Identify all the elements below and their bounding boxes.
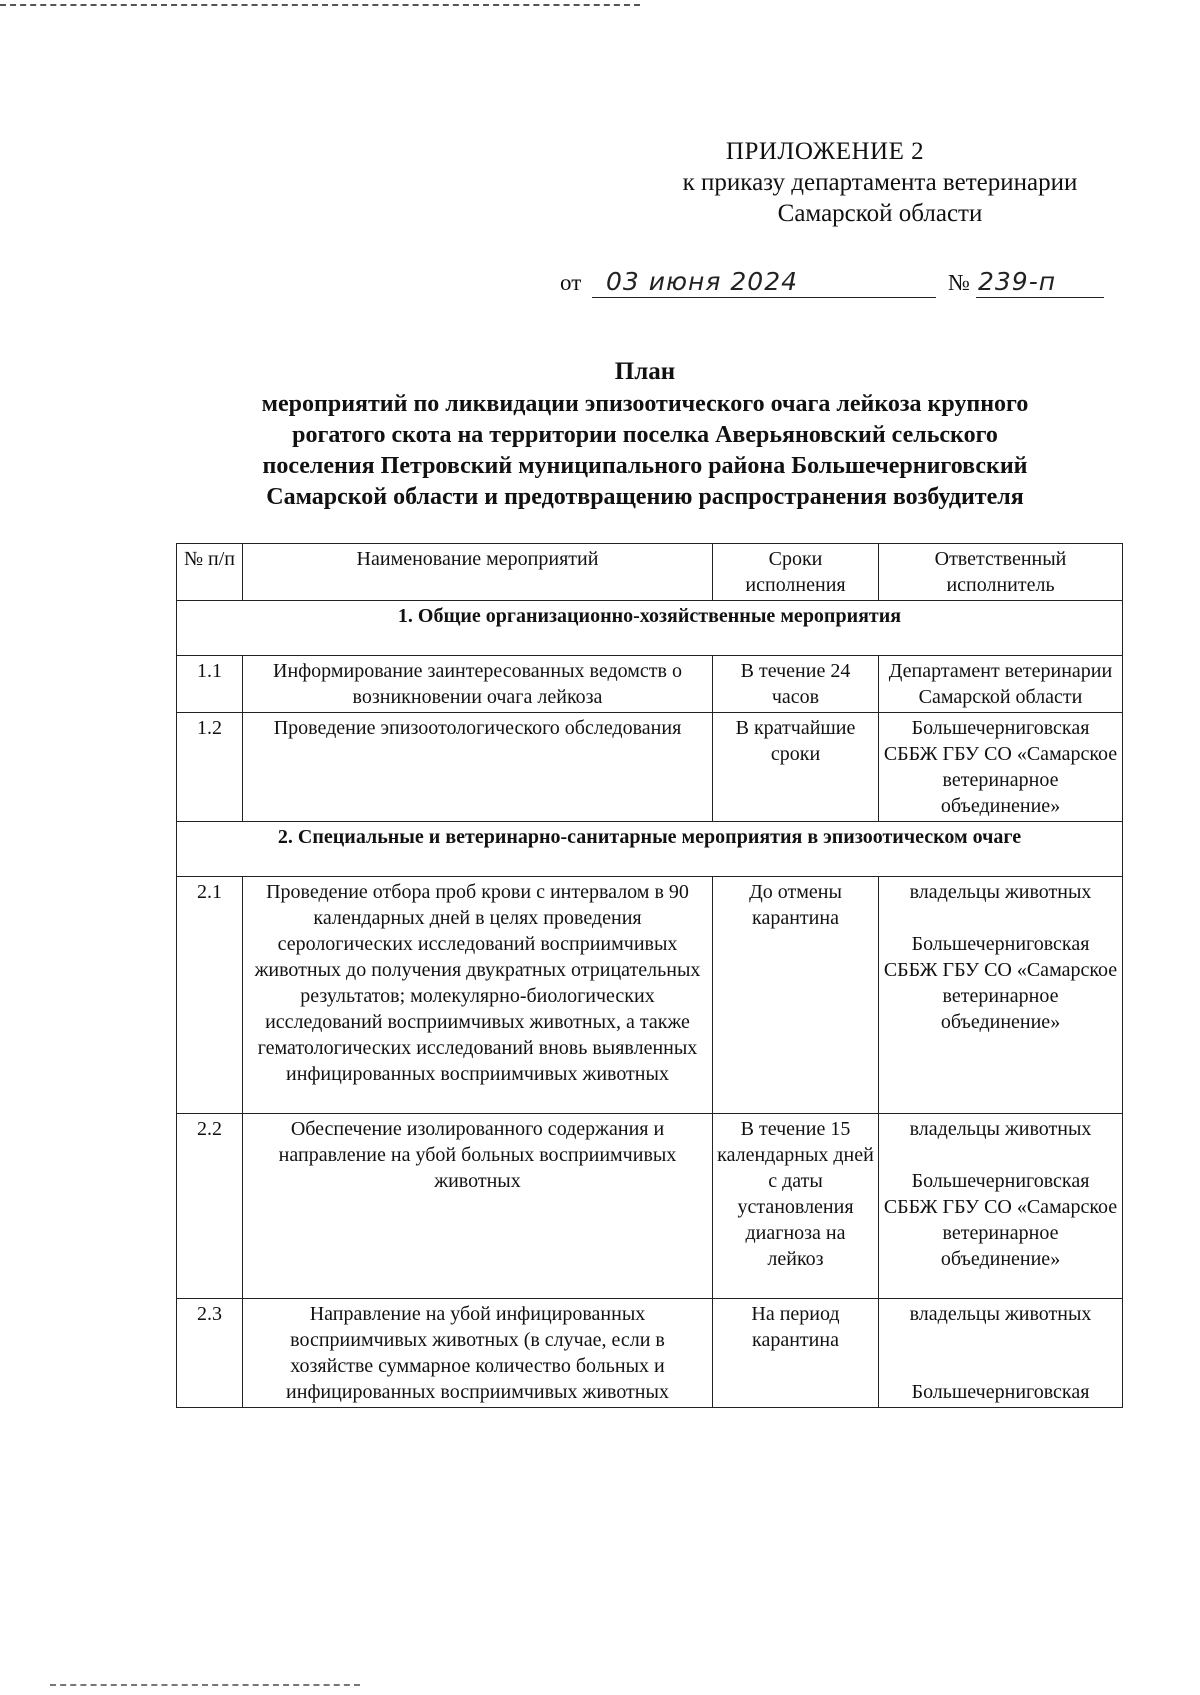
appendix-title: ПРИЛОЖЕНИЕ 2 [725, 138, 925, 165]
header-num: № п/п [177, 544, 243, 601]
row-terms: В течение 15 календарных дней с даты установления диагноза на лейкоз [713, 1114, 879, 1299]
appendix-line-2: Самарской области [777, 200, 983, 227]
row-name: Информирование заинтересованных ведомств о возникновении очага лейкоза [243, 656, 713, 713]
order-date-number-line [560, 266, 1120, 302]
header-responsible: Ответственный исполнитель [879, 544, 1123, 601]
row-terms: В кратчайшие сроки [713, 713, 879, 822]
row-num: 2.1 [177, 877, 243, 1114]
responsible-spacer [883, 905, 1118, 931]
plan-heading-line-1: мероприятий по ликвидации эпизоотического очага лейкоза крупного [261, 391, 1029, 417]
row-num: 2.2 [177, 1114, 243, 1299]
row-responsible [879, 1114, 1123, 1299]
plan-heading-line-2: рогатого скота на территории поселка Аверьяновский сельского [292, 422, 998, 448]
table-row [177, 1299, 1123, 1408]
row-responsible-owners: владельцы животных [909, 1118, 1092, 1140]
plan-heading-line-4: Самарской области и предотвращению распространения возбудителя [266, 484, 1024, 510]
header-name: Наименование мероприятий [243, 544, 713, 601]
row-responsible-service: Большечерниговская [911, 1381, 1090, 1403]
table-row [177, 877, 1123, 1114]
row-responsible-service: Большечерниговская СББЖ ГБУ СО «Самарское ветеринарное объединение» [883, 933, 1118, 1033]
table-header-row [177, 544, 1123, 601]
row-name: Проведение отбора проб крови с интервалом в 90 календарных дней в целях проведения серологических исследований восприимчивых животных до получения двукратных отрицательных результатов; молекулярно-биологических исследований восприимчивых животных, а также гематологических исследований вновь выявленных инфицированных восприимчивых животных [243, 877, 713, 1114]
table-row [177, 1114, 1123, 1299]
scan-dashed-edge-bottom [50, 1684, 360, 1686]
row-name: Проведение эпизоотологического обследования [243, 713, 713, 822]
section-2-title: 2. Специальные и ветеринарно-санитарные мероприятия в эпизоотическом очаге [177, 822, 1123, 877]
header-terms: Сроки исполнения [713, 544, 879, 601]
row-name: Обеспечение изолированного содержания и направление на убой больных восприимчивых животных [243, 1114, 713, 1299]
row-num: 1.1 [177, 656, 243, 713]
row-responsible: Департамент ветеринарии Самарской области [879, 656, 1123, 713]
plan-heading [170, 356, 1120, 513]
plan-table [176, 543, 1123, 1408]
appendix-block [640, 136, 1120, 229]
order-number-handwritten: 239-п [978, 267, 1057, 296]
responsible-spacer [883, 1142, 1118, 1168]
row-terms: До отмены карантина [713, 877, 879, 1114]
row-terms: На период карантина [713, 1299, 879, 1408]
section-row-1 [177, 601, 1123, 656]
order-date-handwritten: 03 июня 2024 [606, 267, 799, 296]
section-1-title: 1. Общие организационно-хозяйственные мероприятия [177, 601, 1123, 656]
plan-title: План [614, 358, 676, 385]
row-responsible [879, 1299, 1123, 1408]
table-row [177, 656, 1123, 713]
section-row-2 [177, 822, 1123, 877]
row-num: 1.2 [177, 713, 243, 822]
row-responsible-owners: владельцы животных [909, 1303, 1092, 1325]
table-row [177, 713, 1123, 822]
row-responsible-owners: владельцы животных [909, 881, 1092, 903]
appendix-line-1: к приказу департамента ветеринарии [682, 169, 1078, 196]
row-num: 2.3 [177, 1299, 243, 1408]
row-responsible-service: Большечерниговская СББЖ ГБУ СО «Самарское ветеринарное объединение» [883, 1170, 1118, 1270]
responsible-spacer [883, 1327, 1118, 1379]
row-responsible [879, 877, 1123, 1114]
order-from-label: от [560, 270, 582, 295]
plan-heading-line-3: поселения Петровский муниципального района Большечерниговский [262, 453, 1028, 479]
row-name: Направление на убой инфицированных восприимчивых животных (в случае, если в хозяйстве суммарное количество больных и инфицированных восприимчивых животных [243, 1299, 713, 1408]
row-terms: В течение 24 часов [713, 656, 879, 713]
row-responsible: Большечерниговская СББЖ ГБУ СО «Самарское ветеринарное объединение» [879, 713, 1123, 822]
order-number-label: № [948, 270, 970, 295]
scan-dashed-edge-top [0, 4, 640, 6]
